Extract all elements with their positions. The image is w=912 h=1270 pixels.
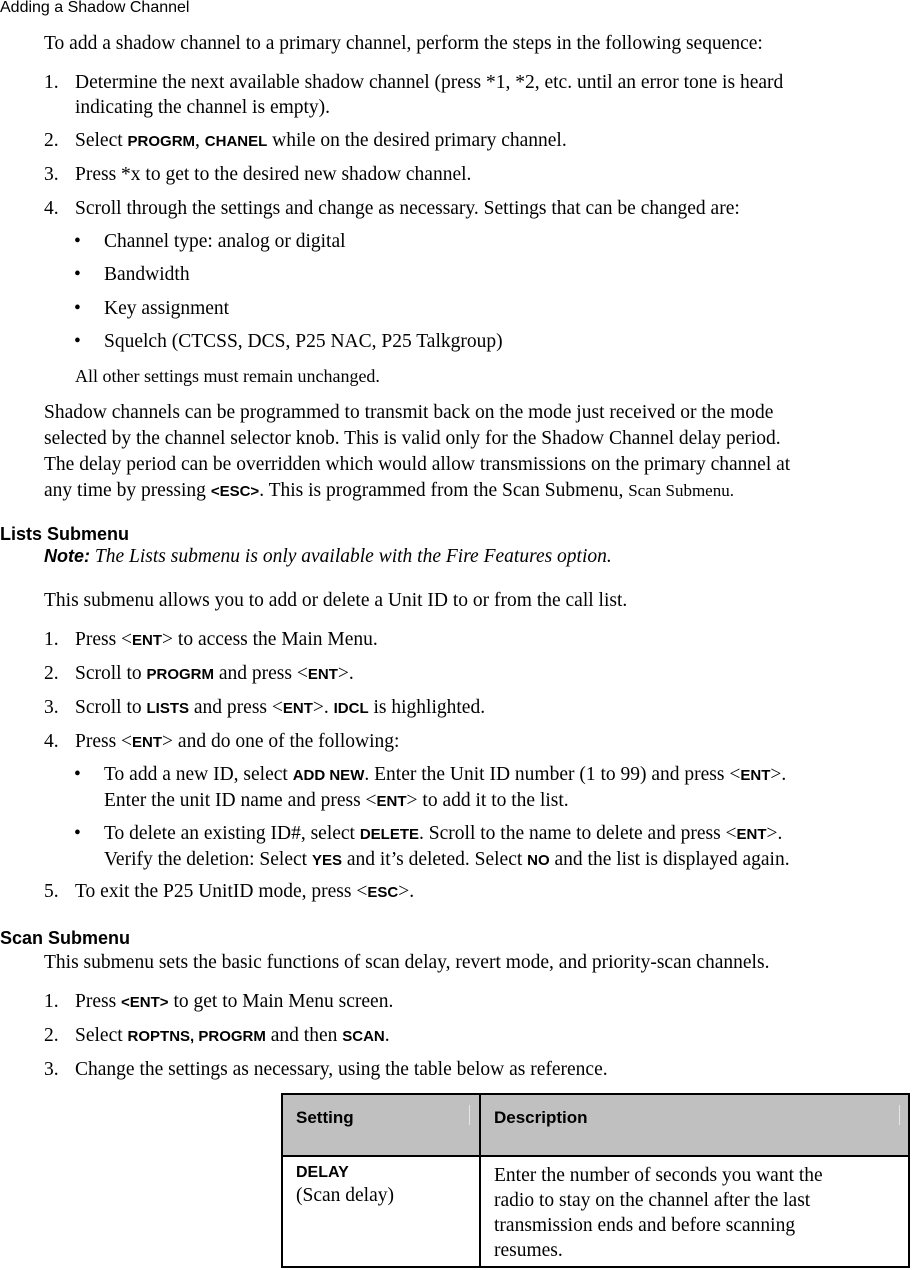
shadow-intro: To add a shadow channel to a primary channel, perform the steps in the following sequence: (44, 33, 763, 54)
header-divider (469, 1105, 470, 1125)
lists-note: Note: The Lists submenu is only available with the Fire Features option. (44, 546, 612, 567)
table-column-divider (479, 1095, 481, 1266)
lists-intro: This submenu allows you to add or delete a Unit ID to or from the call list. (44, 590, 628, 611)
header-divider (899, 1105, 900, 1125)
shadow-unchanged-note: All other settings must remain unchanged. (75, 366, 380, 386)
scan-intro: This submenu sets the basic functions of scan delay, revert mode, and priority-scan channels. (44, 952, 770, 973)
table-cell-setting-delay: DELAY (296, 1164, 349, 1181)
section-heading-scan-submenu: Scan Submenu (0, 928, 131, 948)
section-heading-shadow-channel: Adding a Shadow Channel (0, 0, 190, 16)
shadow-description-paragraph: Shadow channels can be programmed to transmit back on the mode just received or the mode selected by the channel selector knob. This is valid only for the Shadow Channel delay period. The delay period can be overridden which would allow transmissions on the primary channel at any time by pressing <ESC>. This is programmed from the Scan Submenu, Scan Submenu. (44, 402, 791, 501)
section-heading-lists-submenu: Lists Submenu (0, 524, 130, 544)
table-cell-setting-subtitle: (Scan delay) (296, 1185, 394, 1206)
table-header-description: Description (494, 1108, 588, 1127)
table-header-row (283, 1095, 908, 1157)
table-header-setting: Setting (296, 1108, 354, 1127)
table-cell-description: Enter the number of seconds you want the radio to stay on the channel after the last transmission ends and before scanning resumes. (494, 1165, 823, 1261)
scan-settings-table (281, 1093, 910, 1268)
